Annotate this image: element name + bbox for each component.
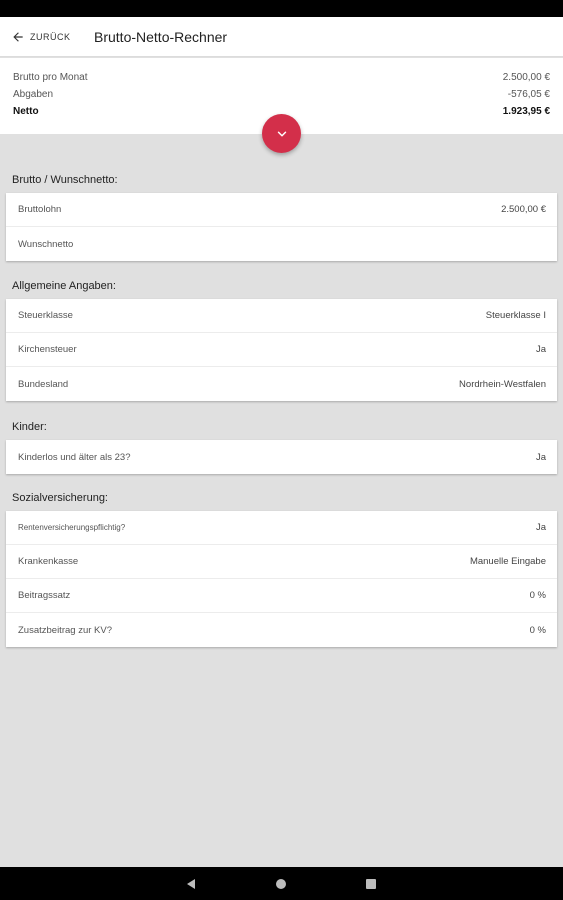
row-label: Beitragssatz [18, 590, 71, 601]
row-label: Zusatzbeitrag zur KV? [18, 624, 112, 636]
row-value: Ja [535, 522, 546, 533]
row-label: Kinderlos und älter als 23? [18, 451, 131, 463]
row-label: Kirchensteuer [18, 344, 77, 355]
summary-value: 2.500,00 € [502, 72, 550, 83]
row-label: Bruttolohn [18, 204, 62, 215]
row-label: Bundesland [18, 378, 69, 390]
row-rentenversicherung[interactable] [6, 511, 557, 545]
summary-label: Abgaben [13, 89, 54, 100]
summary-row-brutto [13, 72, 550, 83]
summary-value: 1.923,95 € [502, 106, 550, 117]
row-value: Ja [535, 344, 546, 355]
section-title-sozial: Sozialversicherung: [12, 492, 108, 504]
row-value: Ja [535, 451, 546, 463]
triangle-back-icon [185, 878, 197, 890]
card-allgemein [6, 299, 557, 401]
row-bruttolohn[interactable] [6, 193, 557, 227]
row-beitragssatz[interactable] [6, 579, 557, 613]
back-label: ZURÜCK [30, 32, 71, 42]
section-title-allgemein: Allgemeine Angaben: [12, 280, 116, 292]
chevron-down-icon [275, 127, 289, 141]
row-label: Krankenkasse [18, 556, 79, 567]
app-bar [0, 17, 563, 57]
section-title-kinder: Kinder: [12, 421, 47, 433]
square-recents-icon [365, 878, 377, 890]
row-value: 0 % [529, 624, 546, 636]
circle-home-icon [275, 878, 287, 890]
row-zusatzbeitrag[interactable] [6, 613, 557, 647]
back-button[interactable] [11, 27, 71, 47]
row-value: Steuerklasse I [485, 310, 546, 321]
row-krankenkasse[interactable] [6, 545, 557, 579]
arrow-left-icon [11, 30, 25, 44]
summary-row-abgaben [13, 89, 550, 100]
row-steuerklasse[interactable] [6, 299, 557, 333]
row-label: Rentenversicherungspflichtig? [18, 523, 126, 532]
page-title: Brutto-Netto-Rechner [94, 29, 228, 45]
summary-value: -576,05 € [507, 89, 550, 100]
row-value: 0 % [529, 590, 546, 601]
row-value: 2.500,00 € [501, 204, 546, 215]
expand-button[interactable] [262, 114, 301, 153]
status-bar [0, 0, 563, 17]
row-bundesland[interactable] [6, 367, 557, 401]
row-label: Wunschnetto [18, 238, 74, 250]
navigation-bar [0, 867, 563, 900]
card-brutto [6, 193, 557, 261]
row-kirchensteuer[interactable] [6, 333, 557, 367]
row-value: Manuelle Eingabe [469, 556, 546, 567]
card-sozial [6, 511, 557, 647]
nav-home-button[interactable] [273, 876, 289, 892]
card-kinder [6, 440, 557, 474]
section-title-brutto: Brutto / Wunschnetto: [12, 174, 118, 186]
row-kinderlos[interactable] [6, 440, 557, 474]
row-wunschnetto[interactable] [6, 227, 557, 261]
summary-label: Brutto pro Monat [13, 72, 88, 83]
row-label: Steuerklasse [18, 310, 73, 321]
nav-recents-button[interactable] [363, 876, 379, 892]
row-value: Nordrhein-Westfalen [459, 378, 546, 390]
nav-back-button[interactable] [183, 876, 199, 892]
summary-label: Netto [13, 106, 39, 117]
